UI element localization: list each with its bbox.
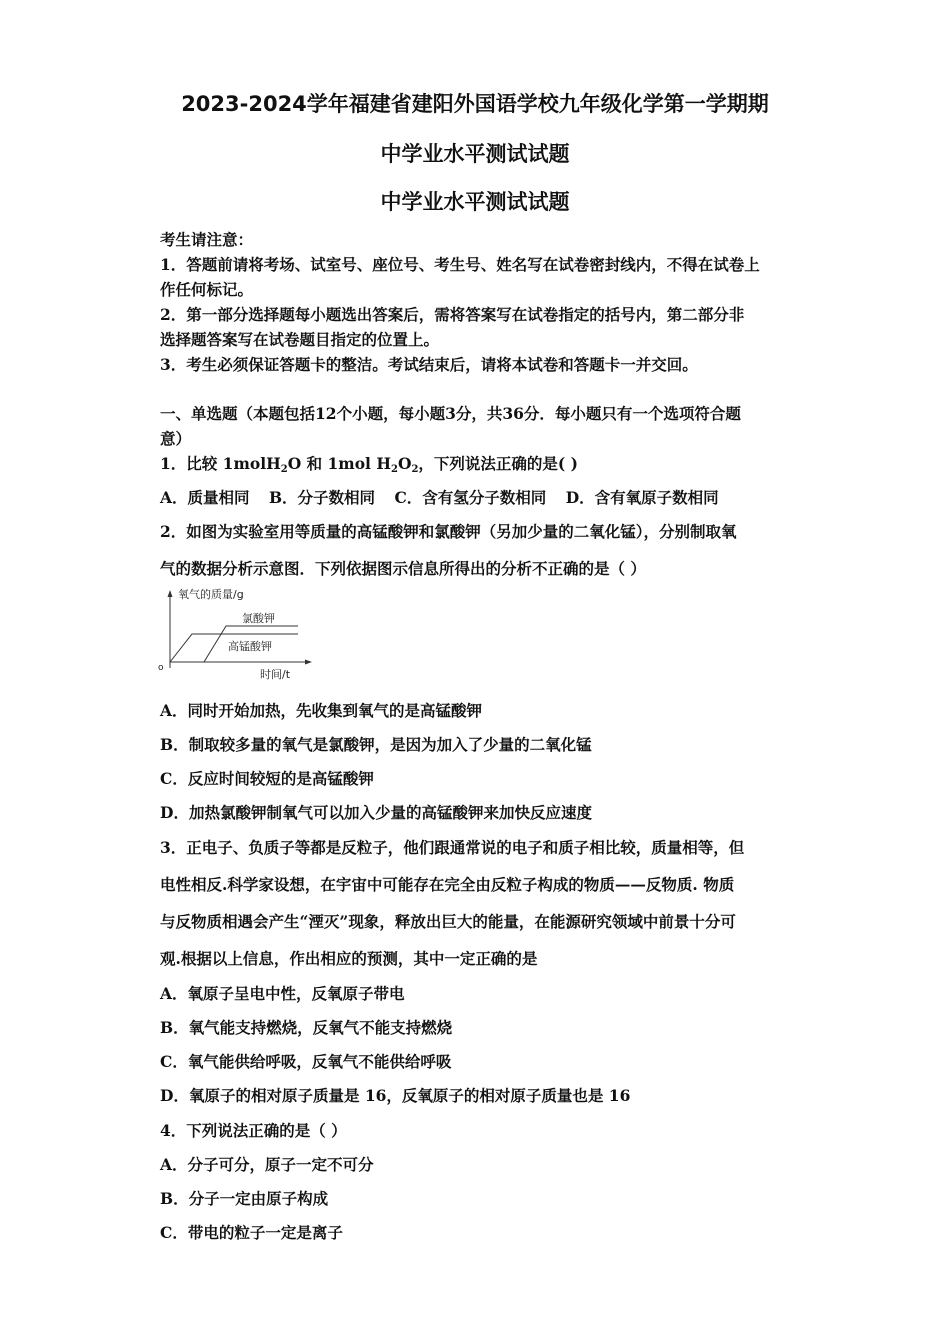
question-2-option-d: D．加热氯酸钾制氧气可以加入少量的高锰酸钾来加快反应速度	[160, 803, 592, 822]
question-1-options	[160, 486, 733, 508]
question-3-option-b: B．氧气能支持燃烧，反氧气不能支持燃烧	[160, 1018, 453, 1037]
section-heading: 一、单选题（本题包括12个小题，每小题3分，共36分．每小题只有一个选项符合题	[160, 404, 741, 423]
question-3-option-c: C．氧气能供给呼吸，反氧气不能供给呼吸	[160, 1052, 452, 1071]
question-4-option-b: B．分子一定由原子构成	[160, 1189, 329, 1208]
option-a: A．质量相同	[160, 488, 250, 507]
graph-y-label: 氧气的质量/g	[178, 588, 244, 601]
question-4-stem: 4．下列说法正确的是（ ）	[160, 1121, 347, 1140]
oxygen-mass-graph	[158, 586, 318, 682]
section-heading-cont: 意）	[160, 429, 192, 448]
notice-item: 3．考生必须保证答题卡的整洁。考试结束后，请将本试卷和答题卡一并交回。	[160, 355, 698, 374]
question-3-stem: 3．正电子、负质子等都是反粒子，他们跟通常说的电子和质子相比较，质量相等，但	[160, 838, 745, 857]
question-1-stem: 1．比较 1molH$_2$O 和 1mol $H_2O_2$，下列说法正确的是( )	[160, 454, 578, 475]
question-2-option-a: A．同时开始加热，先收集到氧气的是高锰酸钾	[160, 701, 483, 720]
question-3-stem-cont: 与反物质相遇会产生“湮灭”现象，释放出巨大的能量，在能源研究领域中前景十分可	[160, 912, 736, 931]
exam-title-line1: 2023-2024学年福建省建阳外国语学校九年级化学第一学期期	[181, 92, 769, 116]
question-2-stem: 2．如图为实验室用等质量的高锰酸钾和氯酸钾（另加少量的二氧化锰），分别制取氧	[160, 522, 737, 541]
question-2-option-b: B．制取较多量的氧气是氯酸钾，是因为加入了少量的二氧化锰	[160, 735, 592, 754]
option-d: D．含有氧原子数相同	[565, 488, 719, 507]
graph-origin: o	[158, 663, 164, 673]
question-4-option-c: C．带电的粒子一定是离子	[160, 1223, 343, 1242]
exam-title-line2: 中学业水平测试试题	[380, 142, 570, 166]
question-3-option-d: D．氧原子的相对原子质量是 16，反氧原子的相对原子质量也是 16	[160, 1086, 631, 1105]
question-3-option-a: A．氧原子呈电中性，反氧原子带电	[160, 984, 405, 1003]
notice-item: 2．第一部分选择题每小题选出答案后，需将答案写在试卷指定的括号内，第二部分非	[160, 305, 745, 324]
question-3-stem-cont: 观.根据以上信息，作出相应的预测，其中一定正确的是	[160, 949, 538, 968]
notice-heading: 考生请注意：	[160, 230, 254, 249]
graph-series-label: 高锰酸钾	[228, 640, 272, 653]
question-2-option-c: C．反应时间较短的是高锰酸钾	[160, 769, 374, 788]
notice-item: 1．答题前请将考场、试室号、座位号、考生号、姓名写在试卷密封线内，不得在试卷上	[160, 255, 760, 274]
question-3-stem-cont: 电性相反.科学家设想，在宇宙中可能存在完全由反粒子构成的物质——反物质. 物质	[160, 875, 735, 894]
graph-series-label: 氯酸钾	[242, 612, 275, 625]
notice-item: 选择题答案写在试卷题目指定的位置上。	[160, 330, 440, 349]
question-2-stem-cont: 气的数据分析示意图．下列依据图示信息所得出的分析不正确的是（ ）	[160, 559, 646, 578]
graph-x-label: 时间/t	[260, 668, 291, 681]
option-b: B．分子数相同	[268, 488, 376, 507]
option-c: C．含有氢分子数相同	[394, 488, 547, 507]
exam-title-line3: 中学业水平测试试题	[380, 190, 570, 214]
notice-item: 作任何标记。	[160, 280, 254, 299]
question-4-option-a: A．分子可分，原子一定不可分	[160, 1155, 374, 1174]
